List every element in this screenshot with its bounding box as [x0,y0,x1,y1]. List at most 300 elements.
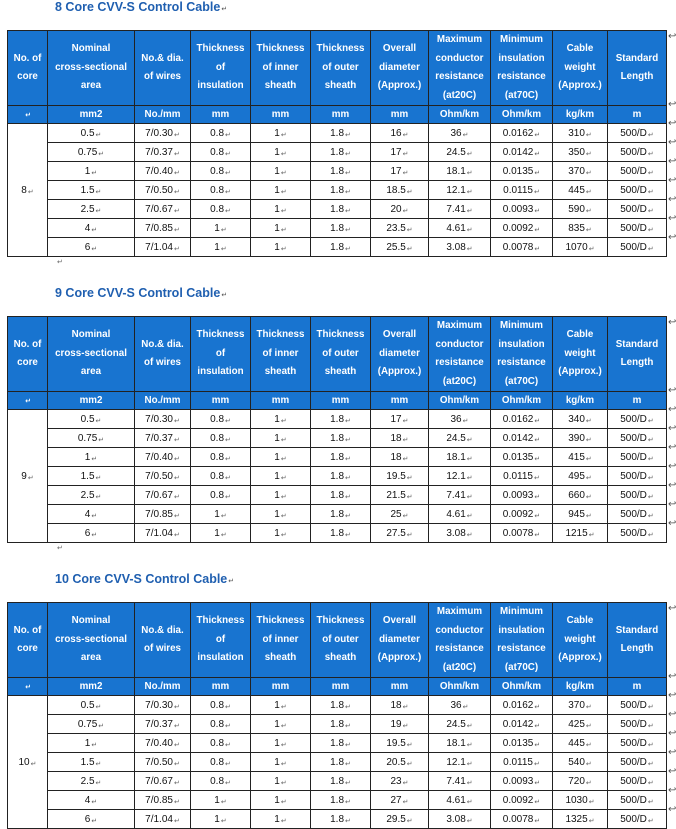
table-cell [429,200,491,219]
paragraph-mark: ↵ [647,531,654,539]
units-row [8,678,667,696]
section-title-text: 10 Core CVV-S Control Cable [55,572,228,586]
row-end-mark-glyph: ↩ [668,99,676,110]
header-row [8,317,667,392]
spec-table-wrapper [7,30,667,257]
column-header [48,31,135,106]
cell-value: 0.0142 [502,432,534,444]
table-cell [491,200,553,219]
paragraph-mark: ↵ [280,417,287,425]
column-header [8,317,48,392]
cell-value: 500/D [620,699,647,711]
cell-value: 7.41 [446,775,466,787]
table-cell [191,124,251,143]
row-end-mark [668,767,676,777]
table-cell [135,238,191,257]
core-count: 8 [21,184,27,196]
cell-value: 25 [390,508,402,520]
unit-cell [135,678,191,696]
paragraph-mark: ↵ [91,169,98,177]
table-cell [553,810,608,829]
cell-value: 500/D [620,489,647,501]
unit-text: mm [211,395,230,406]
cell-value: 1.8 [330,241,345,253]
column-header-line: weight [564,61,596,73]
cell-value: 36 [450,127,462,139]
column-header-line: Nominal [71,43,111,55]
cell-value: 1 [274,165,280,177]
table-cell [429,410,491,429]
column-header [553,31,608,106]
paragraph-mark: ↵ [225,493,231,501]
table-cell [48,734,135,753]
paragraph-mark: ↵ [280,817,287,825]
row-end-mark-glyph: ↩ [668,232,676,243]
table-cell [371,505,429,524]
table-cell [371,524,429,543]
table-cell [48,467,135,486]
cell-value: 0.8 [210,184,225,196]
table-cell [48,143,135,162]
table-cell [135,200,191,219]
column-header-line: diameter [379,633,420,645]
column-header-line: (Approx.) [377,652,422,664]
cell-value: 835 [568,222,585,234]
table-cell [135,734,191,753]
cell-value: 500/D [620,165,647,177]
cell-value: 7/0.40 [145,165,173,177]
table-cell [429,448,491,467]
paragraph-mark: ↵ [91,245,98,253]
table-cell [491,143,553,162]
table-cell [429,143,491,162]
table-cell [135,791,191,810]
paragraph-mark: ↵ [466,226,473,234]
cell-value: 17 [390,146,402,158]
cell-value: 1 [214,222,220,234]
paragraph-mark: ↵ [534,131,541,139]
column-header-line: Thickness [256,615,305,627]
column-header-line: No. of [13,338,42,350]
table-row [8,200,667,219]
column-header-line: conductor [435,338,484,350]
paragraph-mark: ↵ [173,817,180,825]
column-header-line: Maximum [436,606,483,617]
cell-value: 1.8 [330,794,345,806]
paragraph-mark: ↵ [462,703,469,711]
cell-value: 1.8 [330,127,345,139]
table-cell [491,505,553,524]
row-end-mark-glyph: ↩ [668,118,676,129]
paragraph-mark: ↵ [534,436,541,444]
paragraph-mark: ↵ [585,760,592,768]
table-cell [429,486,491,505]
unit-cell [553,678,608,696]
table-cell [371,753,429,772]
row-end-mark [668,233,676,243]
cell-value: 23 [390,775,402,787]
paragraph-mark: ↵ [466,531,473,539]
column-header-line: of inner [262,633,299,645]
cell-value: 7/0.67 [145,775,173,787]
table-cell [553,505,608,524]
unit-cell [311,678,371,696]
table-row [8,410,667,429]
cell-value: 1.8 [330,165,345,177]
column-header-line: (at70C) [504,375,539,387]
cable-spec-section [0,286,675,538]
table-cell [491,429,553,448]
cell-value: 27.5 [386,527,406,539]
table-cell [48,410,135,429]
paragraph-mark: ↵ [466,741,473,749]
paragraph-mark: ↵ [91,798,98,806]
unit-text: Ohm/km [439,395,480,406]
paragraph-mark: ↵ [402,798,409,806]
table-cell [429,810,491,829]
row-end-mark-glyph: ↩ [668,461,676,472]
paragraph-mark: ↵ [91,455,98,463]
cell-value: 36 [450,413,462,425]
paragraph-mark: ↵ [534,703,541,711]
column-header-line: Thickness [316,615,365,627]
paragraph-mark: ↵ [585,169,592,177]
table-cell [191,505,251,524]
column-header-line: sheath [324,366,357,378]
paragraph-mark: ↵ [173,188,180,196]
paragraph-mark: ↵ [91,741,98,749]
table-cell [48,200,135,219]
cell-value: 24.5 [446,718,466,730]
paragraph-mark: ↵ [585,188,592,196]
cell-value: 0.8 [210,775,225,787]
column-header-line: insulation [498,338,545,350]
header-row [8,31,667,106]
row-end-mark [668,604,676,614]
row-end-mark [668,748,676,758]
paragraph-mark: ↵ [345,493,351,501]
table-row [8,124,667,143]
paragraph-mark: ↵ [220,226,227,234]
table-cell [191,772,251,791]
column-header-line: of wires [143,643,182,654]
table-cell [553,486,608,505]
paragraph-mark: ↵ [173,131,180,139]
paragraph-mark: ↵ [647,169,654,177]
paragraph-mark: ↵ [220,798,227,806]
column-header-line: of inner [262,61,299,73]
paragraph-mark: ↵ [466,817,473,825]
table-cell [48,448,135,467]
table-cell [608,486,667,505]
table-cell [311,791,371,810]
paragraph-mark: ↵ [225,474,231,482]
cell-value: 0.8 [210,718,225,730]
paragraph-mark: ↵ [225,417,231,425]
paragraph-mark: ↵ [466,493,473,501]
cell-value: 12.1 [446,756,466,768]
row-end-mark [668,386,676,396]
cell-value: 1 [274,432,280,444]
paragraph-mark: ↵ [466,150,473,158]
table-cell [311,753,371,772]
cell-value: 20.5 [386,756,406,768]
paragraph-mark: ↵ [647,226,654,234]
paragraph-mark: ↵ [225,779,231,787]
cell-value: 1.8 [330,775,345,787]
cell-value: 19 [390,718,402,730]
cell-value: 4.61 [446,794,466,806]
row-end-mark [668,32,676,42]
table-cell [608,524,667,543]
column-header-line: (Approx.) [558,652,602,664]
row-end-mark [668,100,676,110]
table-cell [553,734,608,753]
cell-value: 0.8 [210,737,225,749]
paragraph-mark: ↵ [173,531,180,539]
column-header-line: of outer [322,347,359,359]
table-cell [429,429,491,448]
paragraph-mark: ↵ [406,245,413,253]
paragraph-mark: ↵ [280,741,287,749]
column-header-line: Standard [615,624,659,636]
paragraph-mark: ↵ [173,150,180,158]
cell-value: 7/0.37 [145,718,173,730]
cell-value: 0.5 [80,699,95,711]
row-end-mark-glyph: ↩ [668,671,676,682]
table-row [8,696,667,715]
column-header [8,31,48,106]
table-row [8,467,667,486]
column-header [191,317,251,392]
table-cell [553,410,608,429]
column-header-line: Cable [566,329,594,341]
table-cell [135,810,191,829]
column-header [48,317,135,392]
table-row [8,181,667,200]
paragraph-mark: ↵ [647,493,654,501]
column-header-line: sheath [264,366,297,378]
cell-value: 7/0.30 [145,699,173,711]
paragraph-mark: ↵ [95,474,102,482]
column-header [191,603,251,678]
column-header-line: cross-sectional [55,347,127,359]
table-cell [608,143,667,162]
table-cell [48,791,135,810]
paragraph-mark: ↵ [534,531,541,539]
table-cell [251,410,311,429]
unit-text: kg/km [565,681,595,692]
paragraph-mark: ↵ [345,150,351,158]
cell-value: 1.8 [330,203,345,215]
cell-value: 1325 [565,813,588,825]
column-header-line: Nominal [71,329,111,341]
cell-value: 500/D [620,432,647,444]
unit-cell [491,106,553,124]
paragraph-mark: ↵ [221,6,228,13]
row-end-mark-glyph: ↩ [668,804,676,815]
cell-value: 1.8 [330,718,345,730]
cell-value: 425 [568,718,585,730]
table-cell [371,810,429,829]
paragraph-mark: ↵ [225,207,231,215]
cell-value: 6 [84,241,91,253]
column-header-line: Length [620,357,654,368]
column-header-line: core [17,357,38,368]
column-header-line: Minimum [500,606,543,617]
unit-text: mm [331,109,350,120]
table-cell [553,238,608,257]
paragraph-mark: ↵ [402,207,409,215]
cell-value: 1070 [565,241,588,253]
paragraph-mark: ↵ [534,455,541,463]
cell-value: 4.61 [446,222,466,234]
table-cell [491,124,553,143]
table-cell [48,162,135,181]
core-count: 10 [18,756,30,768]
spec-table [7,316,667,543]
row-end-mark-glyph: ↩ [668,785,676,796]
table-cell [608,505,667,524]
column-header-line: insulation [197,366,244,378]
column-header-line: Standard [615,338,659,350]
table-cell [491,791,553,810]
table-cell [48,238,135,257]
paragraph-mark: ↵ [466,207,473,215]
paragraph-mark: ↵ [402,169,409,177]
table-cell [251,181,311,200]
table-cell [48,753,135,772]
paragraph-mark: ↵ [27,188,34,196]
table-cell [371,238,429,257]
paragraph-mark: ↵ [173,245,180,253]
cell-value: 1 [274,241,280,253]
table-row [8,810,667,829]
column-header-line: of outer [322,61,359,73]
column-header [8,603,48,678]
cell-value: 0.0092 [502,222,534,234]
cell-value: 590 [568,203,585,215]
column-header-line: Length [620,643,654,654]
table-cell [491,238,553,257]
table-cell [311,772,371,791]
row-end-mark-glyph: ↩ [668,766,676,777]
cell-value: 415 [568,451,585,463]
paragraph-mark: ↵ [173,493,180,501]
cell-value: 1 [274,203,280,215]
column-header [491,317,553,392]
row-end-mark-glyph: ↩ [668,31,676,42]
paragraph-mark: ↵ [647,455,654,463]
paragraph-mark: ↵ [25,112,31,119]
row-end-mark-glyph: ↩ [668,317,676,328]
column-header-line: insulation [197,652,244,664]
paragraph-mark: ↵ [585,474,592,482]
table-cell [429,753,491,772]
table-cell [429,467,491,486]
table-cell [429,162,491,181]
table-row [8,524,667,543]
table-cell [191,238,251,257]
cell-value: 1 [274,451,280,463]
cell-value: 0.0162 [502,699,534,711]
cell-value: 0.8 [210,203,225,215]
cell-value: 0.8 [210,489,225,501]
paragraph-mark: ↵ [25,684,31,691]
cell-value: 0.0093 [502,489,534,501]
cell-value: 1.5 [80,756,95,768]
table-cell [135,486,191,505]
cell-value: 0.0115 [503,184,533,196]
paragraph-mark: ↵ [345,531,351,539]
table-cell [48,486,135,505]
cell-value: 1.8 [330,184,345,196]
paragraph-mark: ↵ [534,207,541,215]
row-end-mark-glyph: ↩ [668,747,676,758]
unit-text: mm [271,109,290,120]
table-cell [135,143,191,162]
unit-text: mm2 [79,109,103,120]
table-cell [371,429,429,448]
paragraph-mark: ↵ [345,436,351,444]
cell-value: 12.1 [446,470,466,482]
paragraph-mark: ↵ [280,245,287,253]
table-cell [191,734,251,753]
spec-table-wrapper [7,602,667,829]
section-title-text: 9 Core CVV-S Control Cable [55,286,221,300]
unit-cell [251,678,311,696]
paragraph-mark: ↵ [402,722,409,730]
cell-value: 1.8 [330,756,345,768]
unit-cell [48,678,135,696]
paragraph-mark: ↵ [647,188,654,196]
cell-value: 500/D [620,413,647,425]
table-cell [371,486,429,505]
paragraph-mark: ↵ [588,817,595,825]
spec-table [7,602,667,829]
column-header-line: Standard [615,52,659,64]
table-cell [553,429,608,448]
paragraph-mark: ↵ [91,512,98,520]
units-row [8,106,667,124]
unit-cell [371,678,429,696]
unit-text: mm [390,109,409,120]
table-cell [251,219,311,238]
table-cell [553,143,608,162]
column-header-line: (Approx.) [558,366,602,378]
unit-cell [135,392,191,410]
cell-value: 500/D [620,756,647,768]
table-cell [135,429,191,448]
table-cell [251,791,311,810]
cell-value: 0.0162 [502,127,534,139]
paragraph-mark: ↵ [95,493,102,501]
table-cell [251,734,311,753]
cell-value: 3.08 [446,527,466,539]
table-cell [191,791,251,810]
table-cell [553,696,608,715]
empty-paragraph-mark [57,258,63,266]
cell-value: 500/D [620,794,647,806]
unit-cell [608,106,667,124]
paragraph-mark: ↵ [466,455,473,463]
cell-value: 7/0.30 [145,413,173,425]
column-header-line: sheath [324,80,357,92]
cell-value: 24.5 [446,432,466,444]
core-count: 9 [21,470,27,482]
paragraph-mark: ↵ [647,798,654,806]
table-cell [251,467,311,486]
